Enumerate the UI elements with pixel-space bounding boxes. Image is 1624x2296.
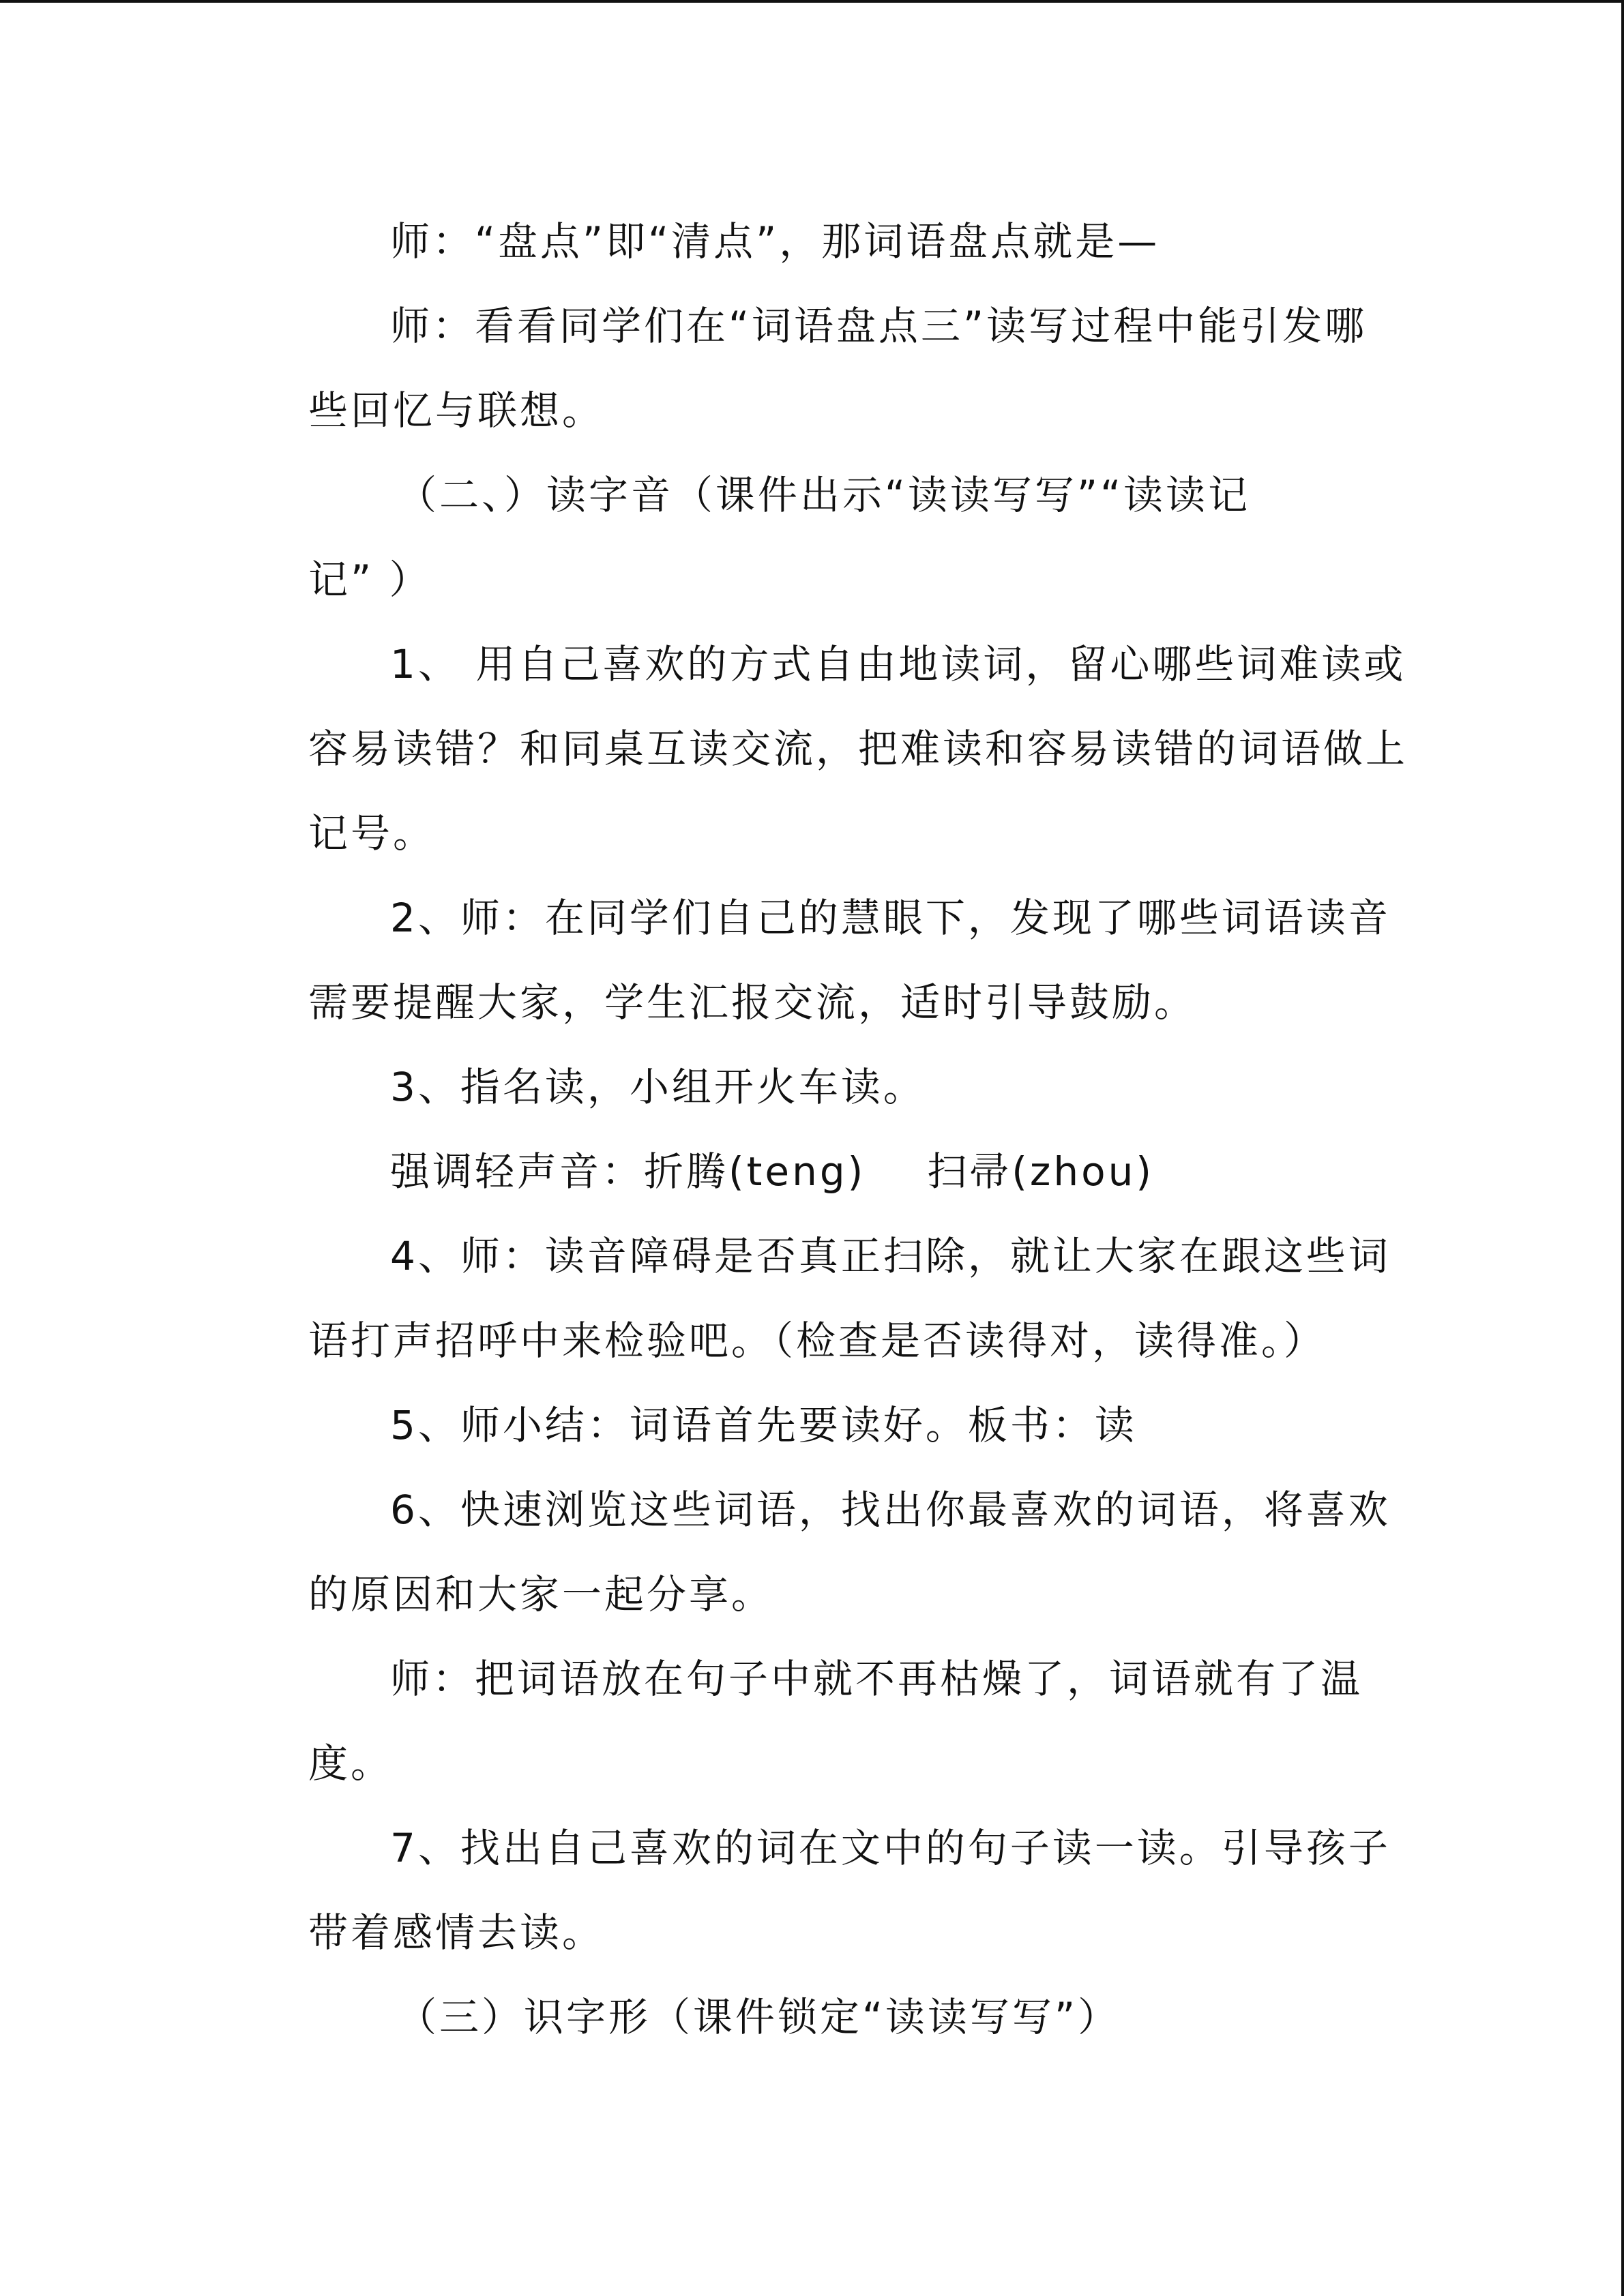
paragraph-line: 3、指名读，小组开火车读。 [390,1064,926,1110]
emphasis-label: 强调轻声音： [390,1148,645,1195]
paragraph-line: 4、师：读音障碍是否真正扫除，就让大家在跟这些词 [390,1233,1391,1279]
paragraph-line: 需要提醒大家，学生汇报交流，适时引导鼓励。 [308,979,1197,1026]
section-heading: （三）识字形（课件锁定“读读写写”） [397,1994,1121,2040]
paragraph-line: 度。 [308,1740,394,1787]
document-body [308,199,1408,2059]
paragraph-line: 师：把词语放在句子中就不再枯燥了，词语就有了温 [390,1656,1363,1702]
paragraph-line: 6、快速浏览这些词语，找出你最喜欢的词语，将喜欢 [390,1487,1391,1533]
paragraph-line: 容易读错？和同桌互读交流，把难读和容易读错的词语做上 [308,726,1408,772]
paragraph-line: 带着感情去读。 [308,1909,605,1956]
emphasis-word: 扫帚(zhou) [927,1148,1154,1195]
paragraph-line: 2、师：在同学们自己的慧眼下，发现了哪些词语读音 [390,895,1391,941]
paragraph-line: 些回忆与联想。 [308,387,605,434]
paragraph-line: 7、找出自己喜欢的词在文中的句子读一读。引导孩子 [390,1825,1391,1871]
emphasis-word: 折腾(teng) [644,1148,866,1195]
emphasis-line [308,1129,1372,1214]
paragraph-line: 1、 用自己喜欢的方式自由地读词，留心哪些词难读或 [390,641,1406,687]
paragraph-line: 的原因和大家一起分享。 [308,1571,774,1617]
paragraph-line: 师：看看同学们在“词语盘点三”读写过程中能引发哪 [390,303,1368,349]
paragraph-line: 记号。 [308,810,436,856]
paragraph-line: 5、师小结：词语首先要读好。板书：读 [390,1402,1137,1448]
section-heading: （二、）读字音（课件出示“读读写写”“读读记 [397,472,1251,518]
paragraph-line: 语打声招呼中来检验吧。（检查是否读得对，读得准。） [308,1317,1327,1364]
section-heading-continued: 记” ） [308,556,432,603]
paragraph-line: 师：“盘点”即“清点”，那词语盘点就是— [390,218,1160,265]
